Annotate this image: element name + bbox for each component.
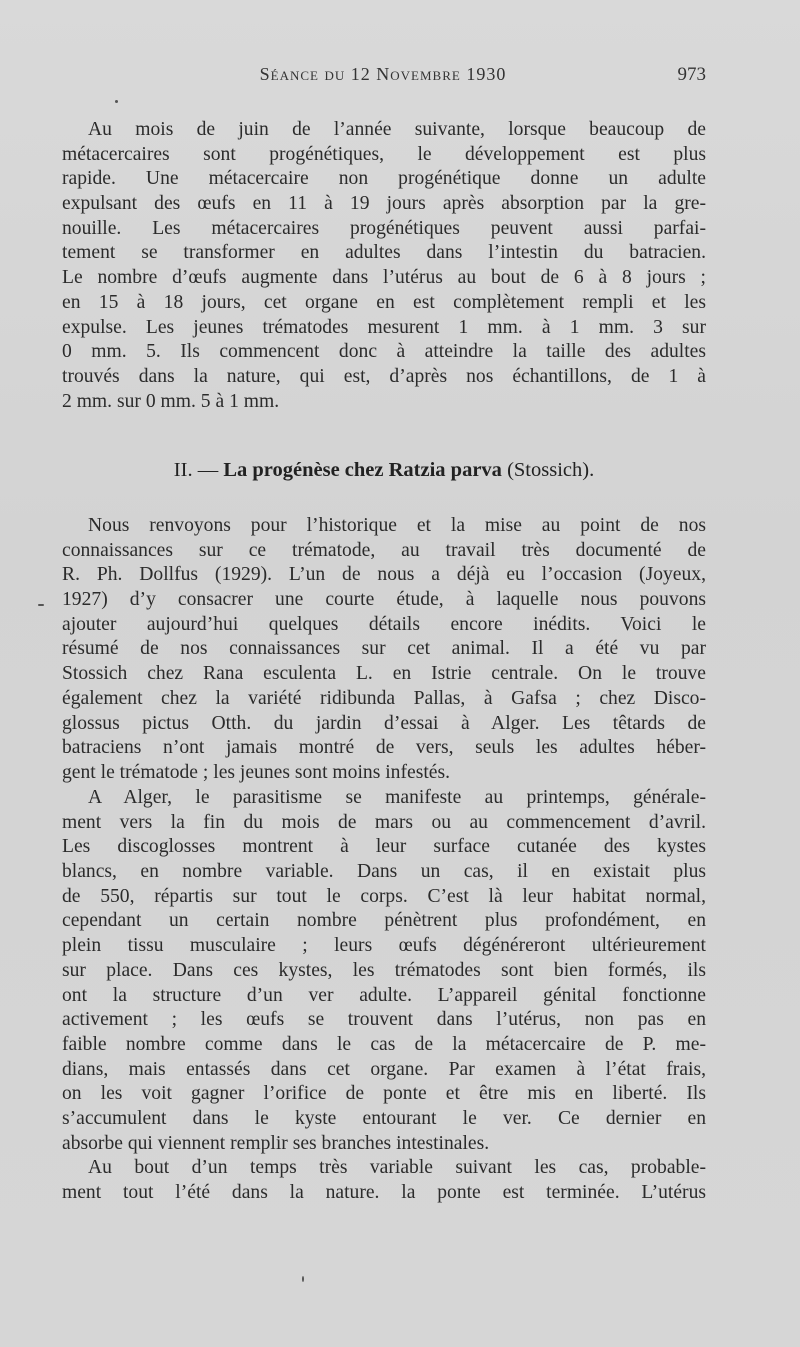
- text-line: batraciens n’ont jamais montré de vers, seuls les adultes héber-: [62, 737, 706, 759]
- text-line: faible nombre comme dans le cas de la métacercaire de P. me-: [62, 1033, 706, 1055]
- text-line: 0 mm. 5. Ils commencent donc à atteindre la taille des adultes: [62, 341, 706, 363]
- running-head: Séance du 12 Novembre 1930: [259, 64, 507, 84]
- text-line: plein tissu musculaire ; leurs œufs dégénéreront ultérieurement: [62, 935, 706, 957]
- ink-speck: [115, 100, 118, 103]
- text-line: expulsant des œufs en 11 à 19 jours après absorption par la gre-: [62, 193, 706, 215]
- text-line: Au mois de juin de l’année suivante, lorsque beaucoup de: [88, 119, 706, 140]
- text-line: ment vers la fin du mois de mars ou au commencement d’avril.: [62, 811, 706, 833]
- text-line: Nous renvoyons pour l’historique et la mise au point de nos: [88, 515, 706, 536]
- text-line: dians, mais entassés dans cet organe. Par examen à l’état frais,: [62, 1058, 706, 1080]
- section-title: La progénèse chez Ratzia parva: [223, 459, 502, 481]
- text-line: Au bout d’un temps très variable suivant les cas, probable-: [88, 1157, 706, 1178]
- text-line: également chez la variété ridibunda Pallas, à Gafsa ; chez Disco-: [62, 687, 706, 709]
- text-line: trouvés dans la nature, qui est, d’après nos échantillons, de 1 à: [62, 365, 706, 387]
- section-number: II. —: [173, 459, 219, 481]
- text-line: 2 mm. sur 0 mm. 5 à 1 mm.: [62, 390, 280, 412]
- paragraph-3: [62, 786, 706, 1156]
- text-line: gent le trématode ; les jeunes sont moins infestés.: [62, 761, 450, 783]
- paragraph-2: [62, 514, 706, 786]
- text-line: Le nombre d’œufs augmente dans l’utérus au bout de 6 à 8 jours ;: [62, 267, 706, 289]
- text-line: Les discoglosses montrent à leur surface cutanée des kystes: [62, 836, 706, 858]
- text-line: sur place. Dans ces kystes, les trématodes sont bien formés, ils: [62, 959, 706, 981]
- text-line: résumé de nos connaissances sur cet animal. Il a été vu par: [62, 638, 706, 660]
- text-line: ont la structure d’un ver adulte. L’appareil génital fonctionne: [62, 984, 706, 1006]
- text-line: métacercaires sont progénétiques, le développement est plus: [62, 143, 706, 165]
- paragraph-4: [62, 1156, 706, 1205]
- text-line: activement ; les œufs se trouvent dans l’utérus, non pas en: [62, 1009, 706, 1031]
- text-line: expulse. Les jeunes trématodes mesurent 1 mm. à 1 mm. 3 sur: [62, 316, 706, 338]
- text-line: cependant un certain nombre pénètrent plus profondément, en: [62, 910, 706, 932]
- text-line: A Alger, le parasitisme se manifeste au printemps, générale-: [88, 787, 706, 808]
- text-line: connaissances sur ce trématode, au travail très documenté de: [62, 539, 706, 561]
- text-line: on les voit gagner l’orifice de ponte et être mis en liberté. Ils: [62, 1083, 706, 1105]
- ink-speck: [38, 604, 44, 606]
- text-line: 1927) d’y consacrer une courte étude, à laquelle nous pouvons: [62, 589, 706, 611]
- text-line: de 550, répartis sur tout le corps. C’est là leur habitat normal,: [62, 885, 706, 907]
- text-line: en 15 à 18 jours, cet organe en est complètement rempli et les: [62, 291, 706, 313]
- text-line: R. Ph. Dollfus (1929). L’un de nous a déjà eu l’occasion (Joyeux,: [62, 564, 706, 586]
- text-line: rapide. Une métacercaire non progénétique donne un adulte: [62, 168, 706, 190]
- text-line: s’accumulent dans le kyste entourant le ver. Ce dernier en: [62, 1107, 706, 1129]
- text-line: Stossich chez Rana esculenta L. en Istrie centrale. On le trouve: [62, 663, 706, 685]
- text-line: absorbe qui viennent remplir ses branches intestinales.: [62, 1132, 490, 1154]
- text-line: blancs, en nombre variable. Dans un cas, il en existait plus: [62, 861, 706, 883]
- paragraph-1: [62, 118, 706, 414]
- text-line: ment tout l’été dans la nature. la ponte est terminée. L’utérus: [62, 1181, 706, 1203]
- text-line: nouille. Les métacercaires progénétiques peuvent aussi parfai-: [62, 217, 706, 239]
- ink-speck: [302, 1276, 304, 1282]
- text-line: glossus pictus Otth. du jardin d’essai à Alger. Les têtards de: [62, 712, 706, 734]
- page-number: 973: [677, 64, 706, 85]
- text-line: tement se transformer en adultes dans l’intestin du batracien.: [62, 242, 706, 264]
- page-header: [60, 64, 706, 94]
- section-heading: [62, 459, 706, 482]
- text-line: ajouter aujourd’hui quelques détails encore inédits. Voici le: [62, 613, 706, 635]
- section-author: (Stossich).: [507, 459, 595, 481]
